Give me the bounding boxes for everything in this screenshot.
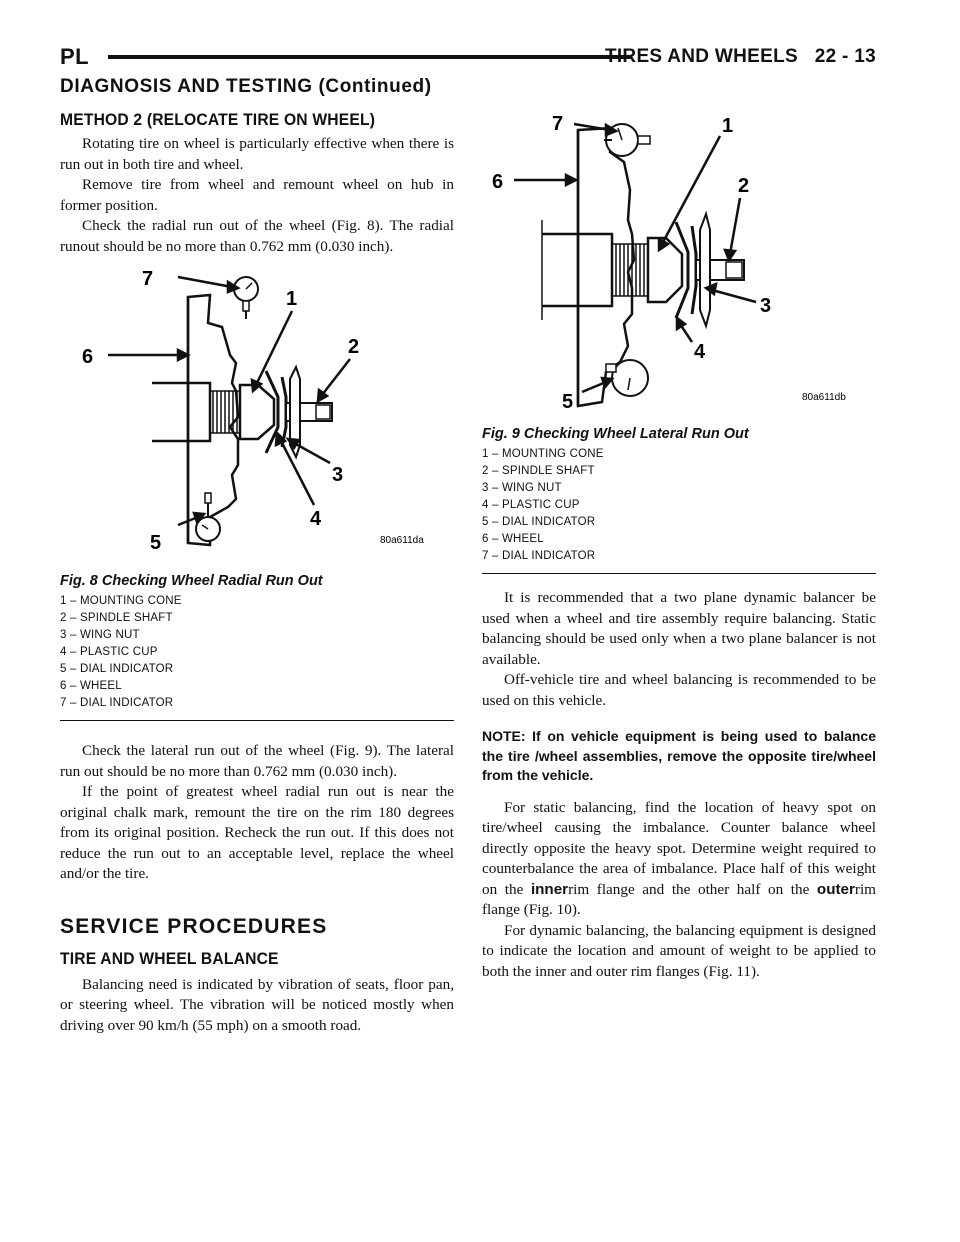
- legend-item: 5 – DIAL INDICATOR: [60, 663, 174, 675]
- figure-8-caption: Fig. 8 Checking Wheel Radial Run Out: [60, 573, 323, 589]
- legend-item: 2 – SPINDLE SHAFT: [60, 612, 173, 624]
- header-title: TIRES AND WHEELS 22 - 13: [604, 46, 876, 67]
- page-number: 22 - 13: [814, 46, 876, 67]
- callout-6: 6: [492, 171, 504, 193]
- figure-8: [60, 267, 454, 721]
- callout-7: 7: [142, 268, 154, 290]
- callout-6: 6: [82, 346, 94, 368]
- section-continued-heading: DIAGNOSIS AND TESTING (Continued): [60, 76, 432, 97]
- figure-9-caption: Fig. 9 Checking Wheel Lateral Run Out: [482, 426, 749, 442]
- paragraph: For dynamic balancing, the balancing equipment is designed to indicate the location and amount of weight to be applied to both the inner and outer rim flanges (Fig. 11).: [482, 921, 876, 980]
- paragraph: For static balancing, find the location of heavy spot on tire/wheel causing the imbalance. Counter balance wheel directly opposite the heavy spot. Determine weight required to counterbalance the area of imbalance. Place half of this weight on the innerrim flange and the other half on the outerrim flange (Fig. 10).: [482, 798, 876, 918]
- figure-9: [482, 110, 876, 574]
- callout-5: 5: [562, 391, 574, 413]
- figure-id: 80a611da: [380, 535, 424, 546]
- header-rule: [108, 55, 632, 59]
- legend-item: 6 – WHEEL: [60, 680, 122, 692]
- callout-5: 5: [150, 532, 162, 554]
- paragraph: Remove tire from wheel and remount wheel on hub in former position.: [60, 176, 454, 214]
- callout-7: 7: [552, 113, 564, 135]
- service-procedures-heading: SERVICE PROCEDURES: [60, 914, 328, 938]
- note-box: NOTE: If on vehicle equipment is being used to balance the tire /wheel assemblies, remove the opposite tire/wheel from the vehicle.: [482, 728, 876, 783]
- callout-1: 1: [722, 115, 734, 137]
- paragraph: Off-vehicle tire and wheel balancing is recommended to be used on this vehicle.: [482, 671, 876, 709]
- legend-item: 5 – DIAL INDICATOR: [482, 516, 596, 528]
- right-column: [482, 110, 876, 982]
- callout-1: 1: [286, 288, 298, 310]
- callout-4: 4: [310, 508, 322, 530]
- figure-9-illustration: [482, 110, 876, 422]
- paragraph: Check the radial run out of the wheel (Fig. 8). The radial runout should be no more than 0.762 mm (0.030 inch).: [60, 217, 454, 255]
- figure-8-illustration: [60, 267, 454, 569]
- legend-item: 6 – WHEEL: [482, 533, 544, 545]
- tire-wheel-balance-heading: TIRE AND WHEEL BALANCE: [60, 948, 279, 968]
- callout-4: 4: [694, 341, 706, 363]
- header-code: PL: [60, 44, 90, 69]
- left-column: [60, 110, 454, 1036]
- legend-item: 4 – PLASTIC CUP: [482, 499, 580, 511]
- legend-item: 7 – DIAL INDICATOR: [60, 697, 174, 709]
- emphasis-inner: inner: [530, 880, 569, 898]
- page-header: [60, 44, 876, 72]
- paragraph: Balancing need is indicated by vibration of seats, floor pan, or steering wheel. The vibration will be noticed mostly when driving over 90 km/h (55 mph) on a smooth road.: [60, 975, 454, 1034]
- paragraph: Check the lateral run out of the wheel (Fig. 9). The lateral run out should be no more than 0.762 mm (0.030 inch).: [60, 742, 454, 780]
- method-heading: METHOD 2 (RELOCATE TIRE ON WHEEL): [60, 110, 376, 129]
- paragraph: Rotating tire on wheel is particularly effective when there is run out in both tire and wheel.: [60, 135, 454, 173]
- legend-item: 7 – DIAL INDICATOR: [482, 550, 596, 562]
- callout-2: 2: [348, 336, 360, 358]
- callout-2: 2: [738, 175, 750, 197]
- legend-item: 1 – MOUNTING CONE: [482, 448, 604, 460]
- legend-item: 2 – SPINDLE SHAFT: [482, 465, 595, 477]
- figure-id: 80a611db: [802, 392, 846, 403]
- legend-item: 4 – PLASTIC CUP: [60, 646, 158, 658]
- legend-item: 3 – WING NUT: [60, 629, 140, 641]
- paragraph: It is recommended that a two plane dynamic balancer be used when a wheel and tire assembly require balancing. Static balancing should be used only when a two plane balancer is not available.: [482, 589, 876, 668]
- legend-item: 1 – MOUNTING CONE: [60, 595, 182, 607]
- figure-8-legend: [60, 593, 454, 721]
- emphasis-outer: outer: [816, 880, 855, 898]
- paragraph: If the point of greatest wheel radial run out is near the original chalk mark, remount the tire on the rim 180 degrees from its original position. Recheck the run out. If this does not reduce the run out to an acceptable level, replace the wheel and/or the tire.: [60, 783, 454, 882]
- figure-9-legend: [482, 446, 876, 574]
- callout-3: 3: [332, 464, 344, 486]
- legend-item: 3 – WING NUT: [482, 482, 562, 494]
- callout-3: 3: [760, 295, 772, 317]
